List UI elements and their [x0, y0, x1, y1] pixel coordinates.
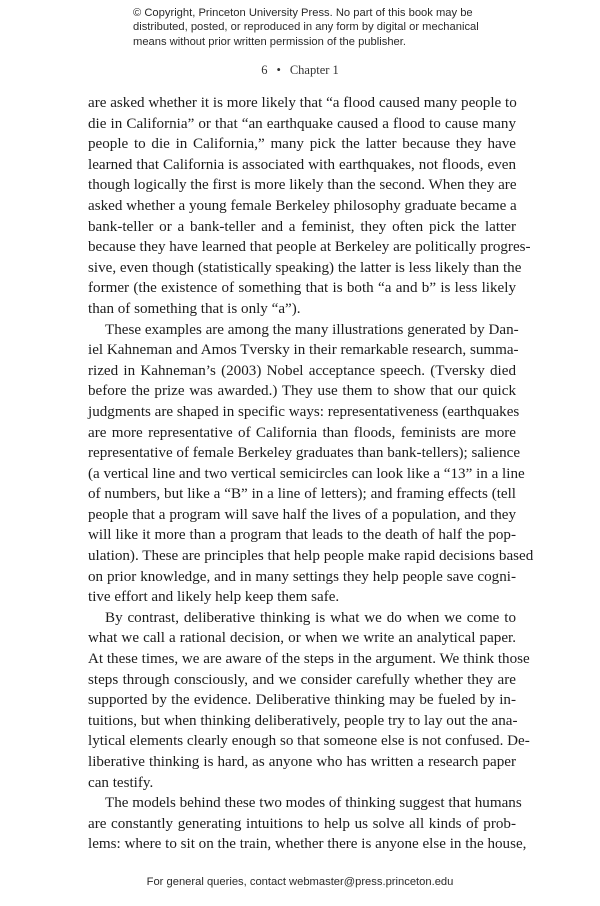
text-line: tive effort and likely help keep them safe.: [88, 589, 340, 606]
text-line: learned that California is associated with earthquakes, not floods, even: [88, 156, 516, 173]
text-line: are more representative of California than floods, feminists are more: [88, 424, 516, 441]
text-line: former (the existence of something that is both “a and b” is less likely: [88, 280, 516, 297]
text-line: lytical elements clearly enough so that someone else is not confused. De-: [88, 733, 530, 750]
text-line: are constantly generating intuitions to help us solve all kinds of prob-: [88, 815, 516, 832]
paragraph-3: [88, 608, 530, 793]
text-line: By contrast, deliberative thinking is what we do when we come to: [105, 609, 516, 626]
chapter-label: Chapter 1: [289, 63, 339, 77]
text-line: supported by the evidence. Deliberative thinking may be fueled by in-: [88, 692, 516, 709]
text-line: At these times, we are aware of the steps in the argument. We think those: [88, 651, 530, 668]
text-line: before the prize was awarded.) They use them to show that our quick: [88, 383, 516, 400]
text-line: lems: where to sit on the train, whether there is anyone else in the house,: [88, 836, 527, 853]
paragraph-4: [88, 793, 527, 855]
text-line: on prior knowledge, and in many settings they help people save cogni-: [88, 568, 516, 585]
text-line: asked whether a young female Berkeley philosophy graduate became a: [88, 197, 517, 214]
text-line: liberative thinking is hard, as anyone who has written a research paper: [88, 754, 516, 770]
bullet-separator-icon: •: [276, 63, 281, 77]
body-text: [88, 93, 534, 855]
copyright-notice: [133, 6, 479, 49]
text-line: iel Kahneman and Amos Tversky in their remarkable research, summa-: [88, 342, 519, 359]
text-line: steps through consciously, and we consider carefully whether they are: [88, 671, 516, 688]
text-line: can testify.: [88, 774, 154, 791]
text-line: rized in Kahneman’s (2003) Nobel acceptance speech. (Tversky died: [88, 362, 516, 379]
page-number: 6: [261, 63, 268, 77]
text-line: because they have learned that people at Berkeley are politically progres-: [88, 239, 531, 256]
text-line: sive, even though (statistically speaking) the latter is less likely than the: [88, 259, 522, 276]
text-line: though logically the first is more likely than the second. When they are: [88, 177, 517, 194]
copyright-line: © Copyright, Princeton University Press. No part of this book may be: [133, 7, 473, 19]
text-line: The models behind these two modes of thinking suggest that humans: [105, 795, 522, 812]
text-line: will like it more than a program that leads to the death of half the pop-: [88, 527, 516, 544]
text-line: are asked whether it is more likely that “a flood caused many people to: [88, 95, 517, 111]
copyright-line: distributed, posted, or reproduced in any form by digital or mechanical: [133, 21, 479, 34]
text-line: ulation). These are principles that help people make rapid decisions based: [88, 548, 534, 565]
text-line: (a vertical line and two vertical semicircles can look like a “13” in a line: [88, 465, 525, 482]
text-line: representative of female Berkeley graduates than bank-tellers); salience: [88, 445, 521, 462]
text-line: die in California” or that “an earthquake caused a flood to cause many: [88, 115, 516, 132]
text-line: judgments are shaped in specific ways: representativeness (earthquakes: [88, 403, 520, 420]
text-line: of numbers, but like a “B” in a line of letters); and framing effects (tell: [88, 486, 516, 503]
paragraph-1: [88, 93, 531, 320]
copyright-line: means without prior written permission of the publisher.: [133, 35, 406, 48]
running-head: [0, 63, 600, 78]
text-line: These examples are among the many illustrations generated by Dan-: [105, 321, 519, 338]
paragraph-2: [88, 320, 534, 608]
text-line: bank-teller or a bank-teller and a feminist, they often pick the latter: [88, 218, 516, 235]
text-line: people to die in California,” many pick the latter because they have: [88, 136, 516, 153]
text-line: than of something that is only “a”).: [88, 300, 301, 317]
text-line: people that a program will save half the lives of a population, and they: [88, 506, 516, 523]
footer-contact: For general queries, contact webmaster@press.princeton.edu: [146, 876, 454, 888]
text-line: what we call a rational decision, or when we write an analytical paper.: [88, 630, 516, 647]
text-line: tuitions, but when thinking deliberatively, people try to lay out the ana-: [88, 712, 518, 729]
